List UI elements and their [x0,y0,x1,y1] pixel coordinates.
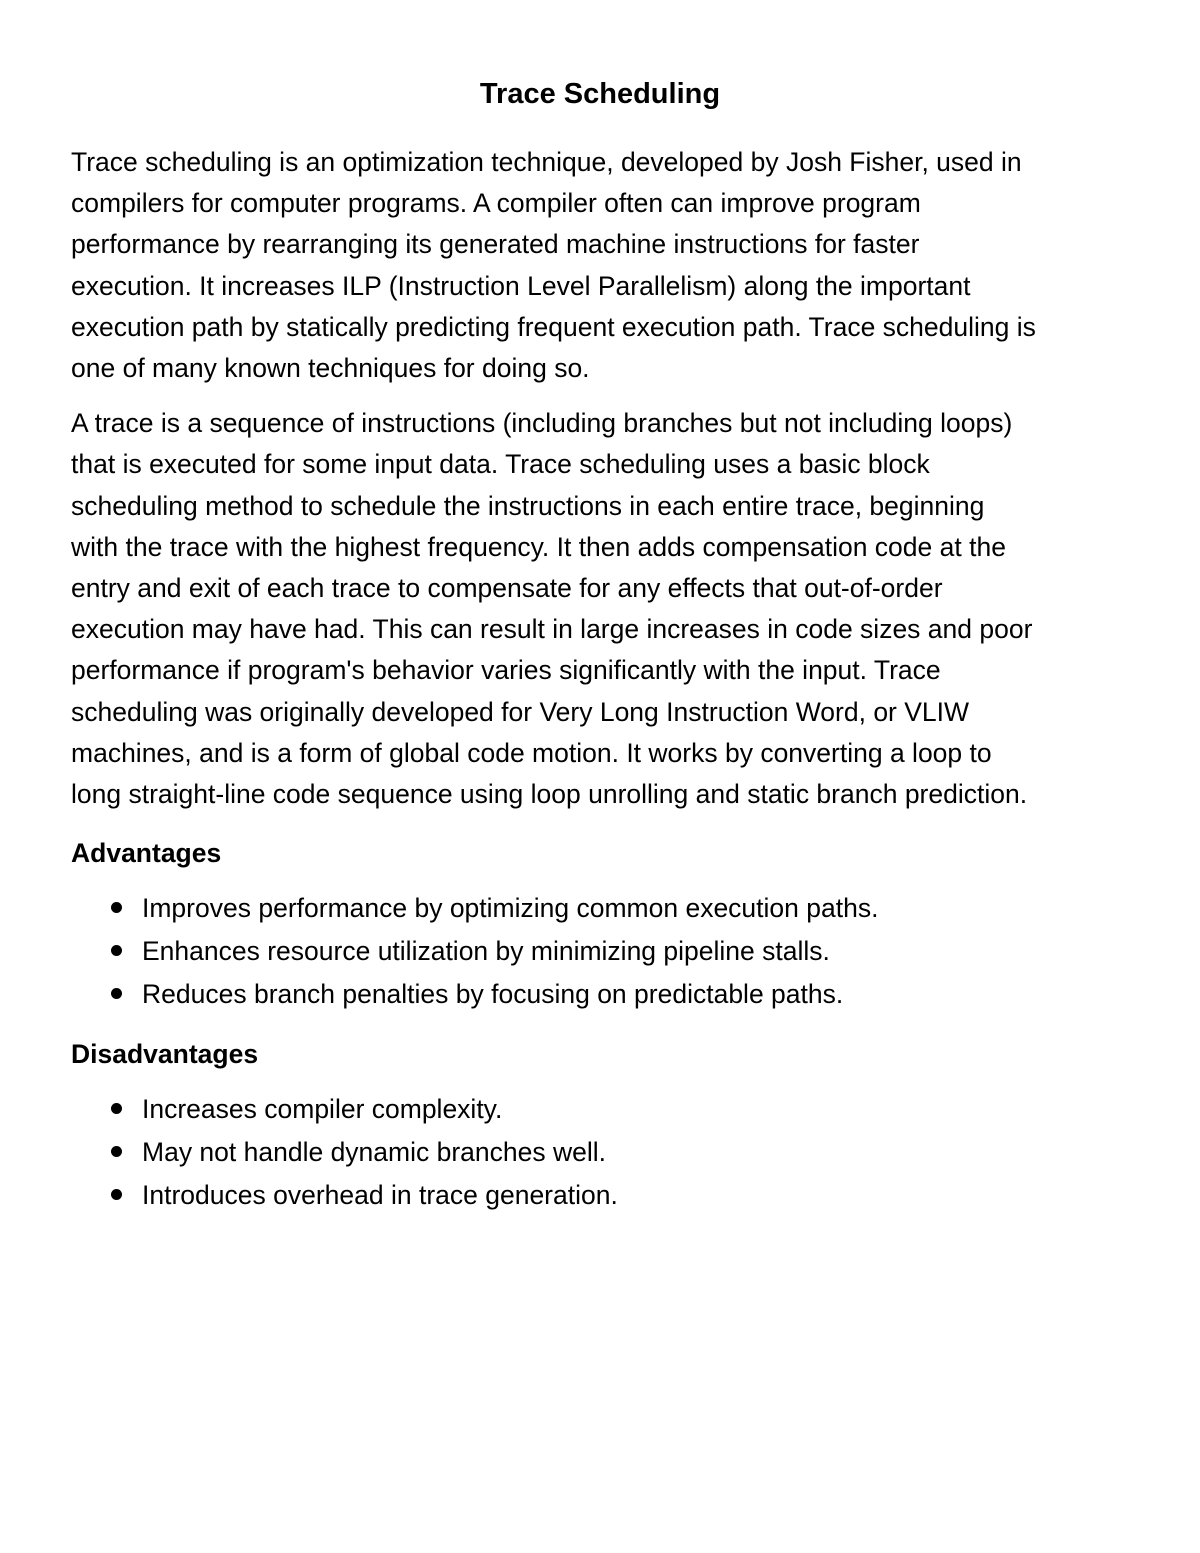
bullet-icon [111,902,122,913]
list-item [71,930,1129,973]
disadvantages-heading: Disadvantages [71,1039,259,1070]
disadvantages-list [71,1088,1129,1217]
advantages-heading: Advantages [71,838,222,869]
bullet-icon [111,1189,122,1200]
list-item-text: Introduces overhead in trace generation. [142,1180,618,1211]
list-item-text: Improves performance by optimizing common execution paths. [142,893,879,924]
list-item-text: May not handle dynamic branches well. [142,1137,606,1168]
document-page [71,72,1129,1231]
list-item [71,973,1129,1016]
list-item [71,1174,1129,1217]
list-item-text: Reduces branch penalties by focusing on predictable paths. [142,979,844,1010]
bullet-icon [111,1146,122,1157]
list-item [71,1088,1129,1131]
list-item [71,1131,1129,1174]
bullet-icon [111,988,122,999]
list-item-text: Increases compiler complexity. [142,1094,503,1125]
bullet-icon [111,945,122,956]
list-item [71,887,1129,930]
bullet-icon [111,1103,122,1114]
list-item-text: Enhances resource utilization by minimizing pipeline stalls. [142,936,830,967]
document-title: Trace Scheduling [479,78,721,110]
advantages-list [71,887,1129,1016]
trace-paragraph: A trace is a sequence of instructions (including branches but not including loops) that is executed for some input data. Trace scheduling uses a basic block scheduling method to schedule the instructions in each entire trace, beginning with the trace with the highest frequency. It then adds compensation code at the entry and exit of each trace to compensate for any effects that out-of-order execution may have had. This can result in large increases in code sizes and poor performance if program's behavior varies significantly with the input. Trace scheduling was originally developed for Very Long Instruction Word, or VLIW machines, and is a form of global code motion. It works by converting a loop to long straight-line code sequence using loop unrolling and static branch prediction. [71,408,1033,810]
intro-paragraph: Trace scheduling is an optimization technique, developed by Josh Fisher, used in compilers for computer programs. A compiler often can improve program performance by rearranging its generated machine instructions for faster execution. It increases ILP (Instruction Level Parallelism) along the important execution path by statically predicting frequent execution path. Trace scheduling is one of many known techniques for doing so. [71,147,1036,384]
